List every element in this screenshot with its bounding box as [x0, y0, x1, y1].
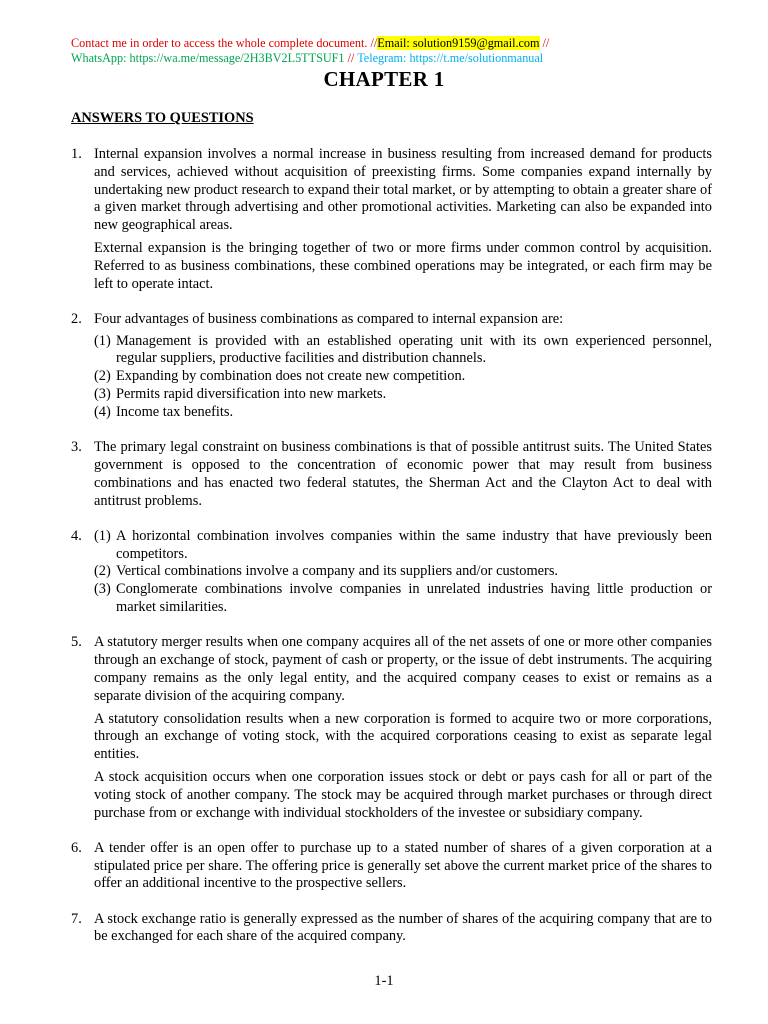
list-item [94, 368, 712, 386]
list-item-number: (2) [94, 368, 111, 385]
answer-paragraph: A stock exchange ratio is generally expressed as the number of shares of the acquiring company that are to be exchanged for each share of the acquired company. [94, 910, 712, 945]
list-item-number: (3) [94, 386, 111, 403]
answer-number: 2. [71, 310, 82, 327]
answer-number: 3. [71, 439, 82, 456]
contact-header [71, 36, 549, 66]
answer-6 [71, 840, 712, 893]
list-item-number: (2) [94, 563, 111, 580]
contact-separator-2: // [344, 51, 358, 65]
list-item-text: Management is provided with an established operating unit with its own experienced personnel, regular suppliers, productive facilities and distribution channels. [116, 332, 712, 367]
whatsapp-link[interactable]: WhatsApp: https://wa.me/message/2H3BV2L5TTSUF1 [71, 51, 345, 65]
contact-text: Contact me in order to access the whole complete document. // [71, 36, 378, 50]
telegram-link[interactable]: Telegram: https://t.me/solutionmanual [357, 51, 544, 65]
contact-separator: // [539, 36, 550, 50]
list-item-text: Permits rapid diversification into new markets. [116, 386, 387, 403]
list-item [94, 404, 712, 422]
answer-7 [71, 911, 712, 947]
list-item [94, 386, 712, 404]
answer-number: 6. [71, 839, 82, 856]
answer-paragraph: A statutory merger results when one company acquires all of the net assets of one or more other companies through an exchange of stock, payment of cash or property, or the issue of debt instruments. The acquiring company remains as the only legal entity, and the acquired company ceases to exist or remains as a separate division of the acquiring company. [94, 634, 712, 704]
answer-3 [71, 439, 712, 510]
contact-line-1 [71, 36, 549, 51]
list-item-number: (1) [94, 527, 111, 544]
page-number: 1-1 [374, 973, 394, 989]
email-link[interactable]: Email: solution9159@gmail.com [377, 36, 540, 50]
answer-paragraph: External expansion is the bringing together of two or more firms under common control by acquisition. Referred to as business combinations, these combined operations may be integrated, or each firm may be left to operate intact. [94, 239, 712, 292]
list-item-text: A horizontal combination involves companies within the same industry that have previously been competitors. [116, 527, 712, 562]
list-item-text: Expanding by combination does not create new competition. [116, 368, 466, 385]
answer-paragraph: A statutory consolidation results when a new corporation is formed to acquire two or more corporations, through an exchange of voting stock, with the acquired corporations ceasing to exist as separate legal entities. [94, 710, 712, 763]
answer-4 [71, 528, 712, 617]
answer-number: 5. [71, 634, 82, 651]
answer-paragraph: Internal expansion involves a normal increase in business resulting from increased demand for products and services, achieved without acquisition of preexisting firms. Some companies expand internally by undertaking new product research to expand their total market, or by attempting to obtain a greater share of a given market through advertising and other promotional activities. Marketing can also be expanded into new geographical areas. [94, 146, 712, 234]
list-item [94, 563, 712, 581]
answer-number: 4. [71, 527, 82, 544]
answer-paragraph: The primary legal constraint on business combinations is that of possible antitrust suits. The United States government is opposed to the concentration of economic power that may result from business combinations and has enacted two federal statutes, the Sherman Act and the Clayton Act to deal with antitrust problems. [94, 439, 712, 509]
section-title: ANSWERS TO QUESTIONS [71, 110, 254, 126]
list-item-number: (4) [94, 403, 111, 420]
answer-1 [71, 146, 712, 293]
list-item [94, 581, 712, 617]
list-item [94, 528, 712, 564]
list-item-text: Vertical combinations involve a company and its suppliers and/or customers. [116, 563, 559, 580]
list-item-text: Income tax benefits. [116, 403, 234, 420]
answer-number: 1. [71, 146, 82, 162]
answer-paragraph: A tender offer is an open offer to purchase up to a stated number of shares of a given corporation at a stipulated price per share. The offering price is generally set above the current market price of the shares to offer an additional incentive to the prospective sellers. [94, 839, 712, 892]
list-item-number: (1) [94, 332, 111, 349]
answer-paragraph: A stock acquisition occurs when one corporation issues stock or debt or pays cash for all or part of the voting stock of another company. The stock may be acquired through market purchases or through direct purchase from or exchange with individual stockholders of the investee or subsidiary company. [94, 768, 712, 821]
contact-line-2 [71, 51, 549, 66]
answer-5 [71, 634, 712, 822]
chapter-title: CHAPTER 1 [323, 67, 445, 91]
list-item-text: Conglomerate combinations involve companies in unrelated industries having little production or market similarities. [116, 581, 712, 616]
list-item-number: (3) [94, 581, 111, 598]
answers-list [71, 146, 712, 964]
answer-2 [71, 311, 712, 422]
answer-number: 7. [71, 910, 82, 927]
answer-paragraph: Four advantages of business combinations as compared to internal expansion are: [94, 310, 564, 327]
list-item [94, 333, 712, 369]
